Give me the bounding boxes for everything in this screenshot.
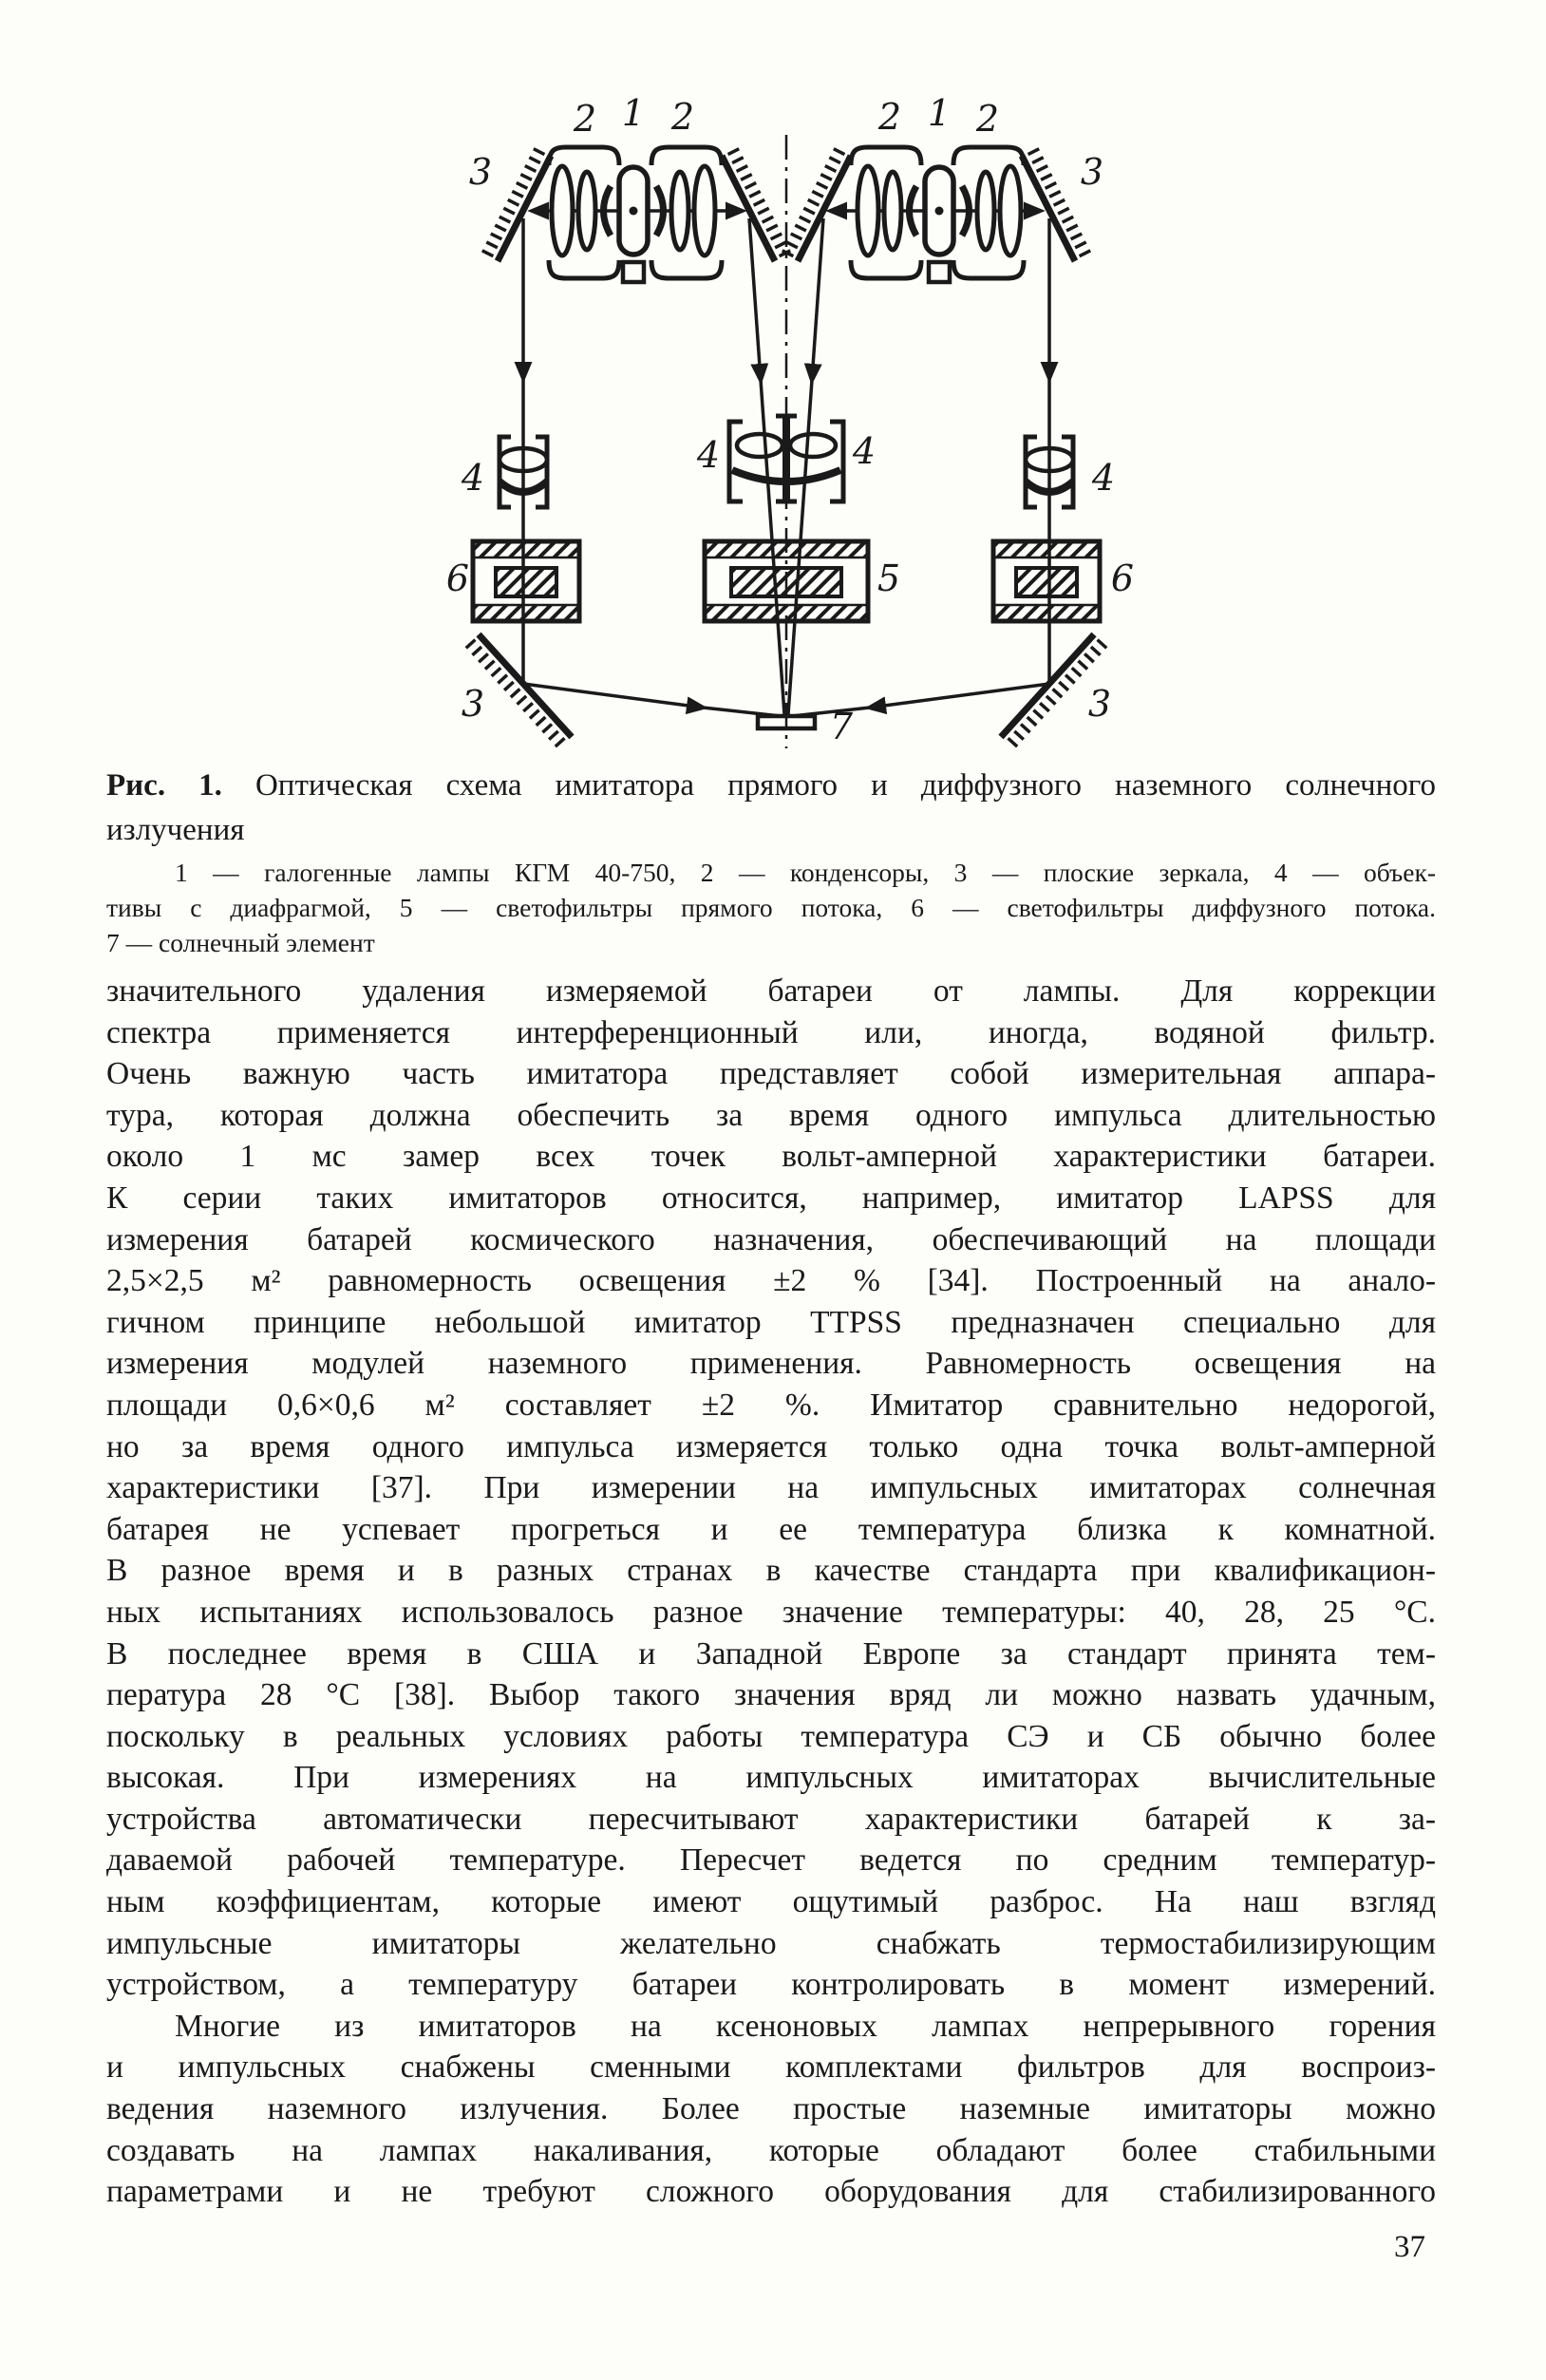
label-lamp: 1 bbox=[927, 92, 952, 134]
text-line: К серии таких имитаторов относится, например, имитатор LAPSS для bbox=[106, 1180, 1436, 1216]
filter-diffuse-right bbox=[993, 541, 1100, 621]
text-line: характеристики [37]. При измерении на импульсных имитаторах солнечная bbox=[106, 1470, 1436, 1506]
legend-line: 1 — галогенные лампы КГМ 40-750, 2 — конденсоры, 3 — плоские зеркала, 4 — объек- bbox=[175, 858, 1436, 887]
text-line: измерения модулей наземного применения. Равномерность освещения на bbox=[106, 1346, 1436, 1382]
text-line: пература 28 °С [38]. Выбор такого значения вряд ли можно назвать удачным, bbox=[106, 1677, 1436, 1713]
label-condenser: 2 bbox=[877, 96, 902, 138]
text-line: спектра применяется интерференционный или, иногда, водяной фильтр. bbox=[106, 1014, 1436, 1050]
figure-optical-schematic bbox=[418, 66, 1178, 760]
text-line: В последнее время в США и Западной Европе за стандарт принята тем- bbox=[106, 1635, 1436, 1672]
text-line: батарея не успевает прогреться и ее температура близка к комнатной. bbox=[106, 1511, 1436, 1547]
page-number: 37 bbox=[1394, 2230, 1425, 2264]
label-filter-diffuse: 6 bbox=[445, 557, 470, 599]
text-line: создавать на лампах накаливания, которые обладают более стабильными bbox=[106, 2132, 1436, 2168]
text-line: тура, которая должна обеспечить за время одного импульса длительностью bbox=[106, 1097, 1436, 1133]
text-line: площади 0,6×0,6 м² составляет ±2 %. Имитатор сравнительно недорогой, bbox=[106, 1387, 1436, 1423]
text-line: устройством, а температуру батареи контролировать в момент измерений. bbox=[106, 1967, 1436, 2003]
text-line: но за время одного импульса измеряется только одна точка вольт-амперной bbox=[106, 1428, 1436, 1464]
text-line: около 1 мс замер всех точек вольт-амперной характеристики батареи. bbox=[106, 1139, 1436, 1175]
figure-caption-line: излучения bbox=[106, 813, 245, 847]
body-text bbox=[106, 971, 1436, 2213]
figure-caption bbox=[106, 764, 1436, 853]
figure-caption-text: Оптическая схема имитатора прямого и диффузного наземного солнечного bbox=[255, 768, 1436, 803]
lamp-assembly-left bbox=[486, 147, 785, 282]
text-line: поскольку в реальных условиях работы температура СЭ и СБ обычно более bbox=[106, 1718, 1436, 1754]
label-solar-cell: 7 bbox=[829, 706, 854, 747]
label-objective: 4 bbox=[696, 434, 721, 476]
label-filter-direct: 5 bbox=[877, 557, 901, 599]
text-line: значительного удаления измеряемой батареи от лампы. Для коррекции bbox=[106, 973, 1436, 1009]
text-line: высокая. При измерениях на импульсных имитаторах вычислительные bbox=[106, 1760, 1436, 1796]
text-line: измерения батарей космического назначения, обеспечивающий на площади bbox=[106, 1221, 1436, 1257]
text-line: Очень важную часть имитатора представляет собой измерительная аппара- bbox=[106, 1056, 1436, 1092]
lamp-assembly-right bbox=[786, 147, 1085, 282]
label-condenser: 2 bbox=[670, 96, 695, 138]
figure-legend bbox=[106, 855, 1436, 960]
text-line: ведения наземного излучения. Более простые наземные имитаторы можно bbox=[106, 2091, 1436, 2127]
text-line: 2,5×2,5 м² равномерность освещения ±2 % [34]. Построенный на анало- bbox=[106, 1263, 1436, 1299]
label-lamp: 1 bbox=[621, 92, 646, 134]
text-line: гичном принципе небольшой имитатор TTPSS предназначен специально для bbox=[106, 1304, 1436, 1340]
label-condenser: 2 bbox=[573, 98, 597, 140]
label-objective: 4 bbox=[1091, 457, 1116, 499]
text-line: устройства автоматически пересчитывают характеристики батарей к за- bbox=[106, 1801, 1436, 1837]
text-line: ным коэффициентам, которые имеют ощутимый разброс. На наш взгляд bbox=[106, 1884, 1436, 1920]
legend-line: 7 — солнечный элемент bbox=[106, 928, 375, 957]
text-line: и импульсных снабжены сменными комплектами фильтров для воспроиз- bbox=[106, 2049, 1436, 2086]
light-rays bbox=[523, 135, 1049, 748]
label-mirror: 3 bbox=[1080, 151, 1104, 193]
text-line: даваемой рабочей температуре. Пересчет ведется по средним температур- bbox=[106, 1842, 1436, 1879]
text-line: ных испытаниях использовалось разное значение температуры: 40, 28, 25 °С. bbox=[106, 1594, 1436, 1630]
filter-diffuse-left bbox=[473, 541, 579, 621]
label-mirror: 3 bbox=[468, 151, 493, 193]
label-condenser: 2 bbox=[975, 98, 1000, 140]
text-line: импульсные имитаторы желательно снабжать термостабилизирующим bbox=[106, 1925, 1436, 1961]
legend-line: тивы с диафрагмой, 5 — светофильтры прямого потока, 6 — светофильтры диффузного потока. bbox=[106, 893, 1436, 922]
label-mirror: 3 bbox=[461, 683, 485, 725]
text-line: параметрами и не требуют сложного оборудования для стабилизированного bbox=[106, 2174, 1436, 2210]
text-line: В разное время и в разных странах в качестве стандарта при квалификацион- bbox=[106, 1553, 1436, 1589]
label-mirror: 3 bbox=[1087, 683, 1112, 725]
figure-caption-line bbox=[106, 764, 1436, 808]
label-objective: 4 bbox=[852, 430, 877, 472]
label-objective: 4 bbox=[461, 457, 485, 499]
label-filter-diffuse: 6 bbox=[1110, 557, 1135, 599]
figure-caption-label: Рис. 1. bbox=[106, 768, 222, 803]
text-line: Многие из имитаторов на ксеноновых лампах непрерывного горения bbox=[175, 2008, 1436, 2044]
